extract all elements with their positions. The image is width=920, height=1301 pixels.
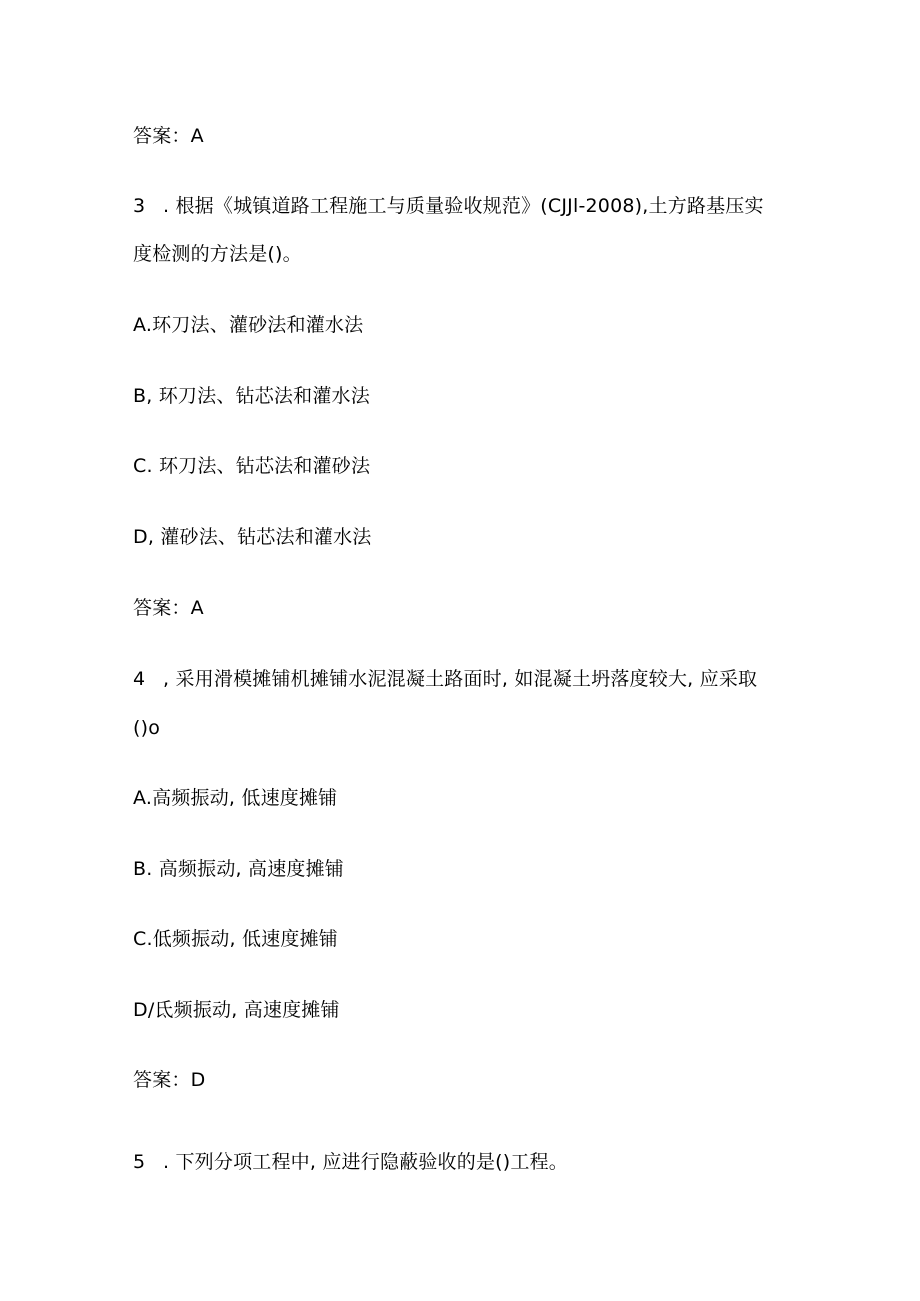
question-5-number: 5 <box>133 1151 146 1173</box>
question-4-text-1: , 采用滑模摊铺机摊铺水泥混凝土路面时, 如混凝土坍落度较大, 应采取 <box>163 668 758 690</box>
question-4-option-b: B. 高频振动, 高速度摊铺 <box>133 858 344 880</box>
question-5-text-1: . 下列分项工程中, 应进行隐蔽验收的是()工程。 <box>163 1151 568 1173</box>
question-5-line-1 <box>133 1150 568 1174</box>
question-4-line-2: ()o <box>133 717 161 739</box>
answer-q3: 答案：A <box>133 597 204 619</box>
question-3-option-b: B, 环刀法、钻芯法和灌水法 <box>133 385 370 407</box>
question-4-line-1 <box>133 667 757 691</box>
answer-q4: 答案：D <box>133 1069 206 1091</box>
question-3-line-1 <box>133 194 764 218</box>
question-4-option-a: A.高频振动, 低速度摊铺 <box>133 787 338 809</box>
question-3-option-a: A.环刀法、灌砂法和灌水法 <box>133 314 364 336</box>
question-3-line-2: 度检测的方法是()。 <box>133 243 302 265</box>
question-3-text-1: . 根据《城镇道路工程施工与质量验收规范》(CJJl-2008),土方路基压实 <box>163 195 764 217</box>
question-3-option-c: C. 环刀法、钻芯法和灌砂法 <box>133 455 371 477</box>
question-4-option-d: D/氐频振动, 高速度摊铺 <box>133 999 340 1021</box>
question-3-number: 3 <box>133 195 146 217</box>
question-4-option-c: C.低频振动, 低速度摊铺 <box>133 928 338 950</box>
answer-q2: 答案：A <box>133 125 204 147</box>
question-4-number: 4 <box>133 668 146 690</box>
question-3-option-d: D, 灌砂法、钻芯法和灌水法 <box>133 526 372 548</box>
